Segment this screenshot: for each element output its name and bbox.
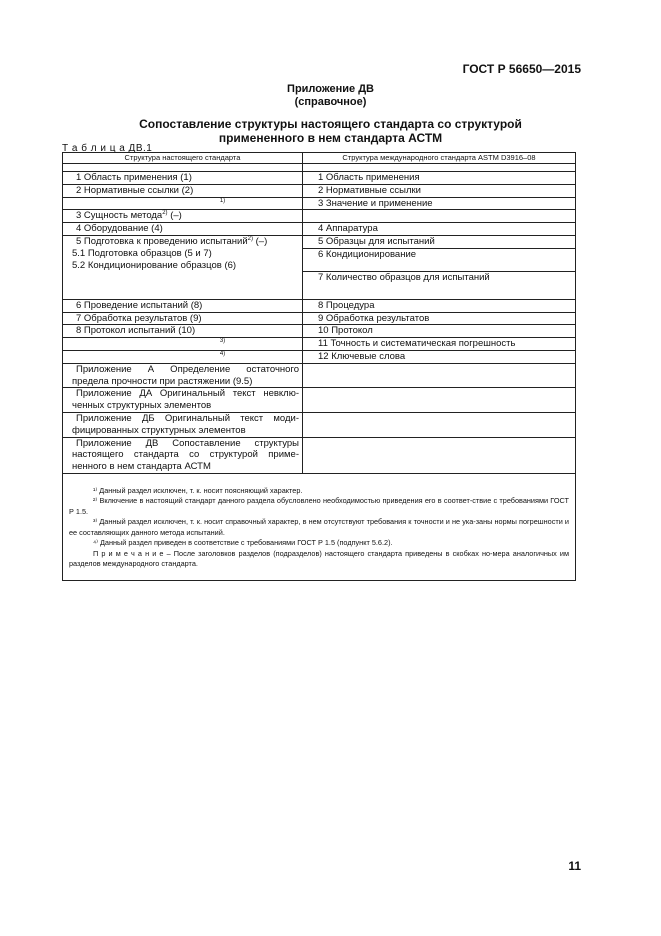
cell-left: 7 Обработка результатов (9)	[63, 312, 303, 325]
footnote-ref: 2)	[162, 210, 168, 217]
table-row	[63, 388, 576, 413]
cell-text-tail: (–)	[167, 210, 182, 222]
footnotes-cell	[63, 473, 576, 580]
cell-right	[303, 388, 576, 413]
annex-title: Приложение ДВ	[287, 83, 374, 95]
table-row	[63, 210, 576, 223]
cell-left	[63, 197, 303, 210]
document-code: ГОСТ Р 56650—2015	[462, 62, 581, 76]
table-row	[63, 172, 576, 185]
cell-text: 5 Подготовка к проведению испытаний	[76, 235, 248, 247]
annex-heading	[0, 83, 661, 109]
comparison-title-line1: Сопоставление структуры настоящего стандарта со структурой	[139, 117, 522, 131]
cell-left: 2 Нормативные ссылки (2)	[63, 184, 303, 197]
table-footnotes-row	[63, 473, 576, 580]
cell-left: 6 Проведение испытаний (8)	[63, 299, 303, 312]
footnote-ref: 2)	[247, 235, 253, 242]
table-gap-row	[63, 164, 576, 172]
cell-right: 4 Аппаратура	[303, 223, 576, 236]
cell-right	[303, 412, 576, 437]
table-row	[63, 350, 576, 363]
cell-right	[303, 437, 576, 473]
cell-right: 3 Значение и применение	[303, 197, 576, 210]
cell-right: 2 Нормативные ссылки	[303, 184, 576, 197]
annex-subtitle: (справочное)	[294, 96, 367, 108]
comparison-table	[62, 152, 576, 581]
comparison-title	[0, 117, 661, 145]
cell-left	[63, 412, 303, 437]
cell-right: 12 Ключевые слова	[303, 350, 576, 363]
cell-left	[63, 210, 303, 223]
table-row	[63, 412, 576, 437]
cell-left	[63, 388, 303, 413]
table-row	[63, 223, 576, 236]
cell-left-multi	[63, 235, 303, 299]
cell-line: 5.2 Кондиционирование образцов (6)	[72, 259, 237, 271]
table-row	[63, 299, 576, 312]
cell-line: предела прочности при растяжении (9.5)	[72, 375, 253, 387]
cell-text: 3 Сущность метода	[76, 210, 163, 222]
cell-right	[303, 363, 576, 388]
cell-line: ненного в нем стандарта АСТМ	[72, 461, 211, 473]
cell-line	[76, 236, 299, 248]
cell-right: 11 Точность и систематическая погрешность	[303, 338, 576, 351]
cell-right: 9 Обработка результатов	[303, 312, 576, 325]
cell-left: 4 Оборудование (4)	[63, 223, 303, 236]
table-label: Т а б л и ц а ДВ.1	[62, 143, 153, 154]
footnote-2: ²⁾ Включение в настоящий стандарт данного раздела обусловлено необходимостью приведения его в соответ-ствие с требованиями ГОСТ Р 1.5.	[69, 496, 569, 516]
cell-left: 1 Область применения (1)	[63, 172, 303, 185]
cell-right: 6 Кондиционирование	[303, 248, 576, 271]
column-header-left: Структура настоящего стандарта	[63, 153, 303, 164]
table-row	[63, 325, 576, 338]
cell-line: Приложение А Определение остаточного	[76, 363, 299, 375]
cell-right	[303, 210, 576, 223]
comparison-title-line2: примененного в нем стандарта АСТМ	[218, 131, 443, 145]
cell-left	[63, 363, 303, 388]
page-number: 11	[568, 859, 581, 873]
cell-line: настоящего стандарта со структурой приме-	[72, 449, 299, 461]
footnote-4: ⁴⁾ Данный раздел приведен в соответствие с требованиями ГОСТ Р 1.5 (подпункт 5.6.2).	[93, 538, 393, 548]
cell-left	[63, 338, 303, 351]
cell-left	[63, 350, 303, 363]
cell-line: Приложение ДА Оригинальный текст невклю-	[76, 388, 299, 400]
table-row	[63, 235, 576, 248]
cell-left	[63, 437, 303, 473]
cell-line: ченных структурных элементов	[72, 400, 212, 412]
table-row	[63, 437, 576, 473]
table-row	[63, 363, 576, 388]
footnote-ref: 4)	[219, 350, 226, 357]
cell-right: 8 Процедура	[303, 299, 576, 312]
cell-line: 5.1 Подготовка образцов (5 и 7)	[72, 247, 212, 259]
cell-text-tail: (–)	[253, 235, 268, 247]
cell-right: 10 Протокол	[303, 325, 576, 338]
cell-right: 7 Количество образцов для испытаний	[303, 271, 576, 299]
table-row	[63, 338, 576, 351]
table-row	[63, 184, 576, 197]
footnote-1: ¹⁾ Данный раздел исключен, т. к. носит поясняющий характер.	[93, 485, 303, 495]
table-note: П р и м е ч а н и е – После заголовков разделов (подразделов) настоящего стандарта приведены в скобках но-мера аналогичных им разделов международного стандарта.	[69, 548, 569, 569]
footnote-3: ³⁾ Данный раздел исключен, т. к. носит справочный характер, в нем отсутствуют требования к точности и не ука-заны нормы погрешности и ее составляющих данного метода испытаний.	[69, 517, 569, 537]
table-header-row	[63, 153, 576, 164]
cell-right: 5 Образцы для испытаний	[303, 235, 576, 248]
cell-line: Приложение ДВ Сопоставление структуры	[76, 437, 299, 449]
table-row	[63, 312, 576, 325]
column-header-right: Структура международного стандарта ASTM D3916–08	[303, 153, 576, 164]
cell-line: Приложение ДБ Оригинальный текст моди-	[76, 412, 299, 424]
footnote-ref: 1)	[219, 197, 226, 204]
cell-line: фицированных структурных элементов	[72, 424, 246, 436]
table-row	[63, 197, 576, 210]
footnote-ref: 3)	[219, 338, 226, 345]
cell-right: 1 Область применения	[303, 172, 576, 185]
cell-left: 8 Протокол испытаний (10)	[63, 325, 303, 338]
